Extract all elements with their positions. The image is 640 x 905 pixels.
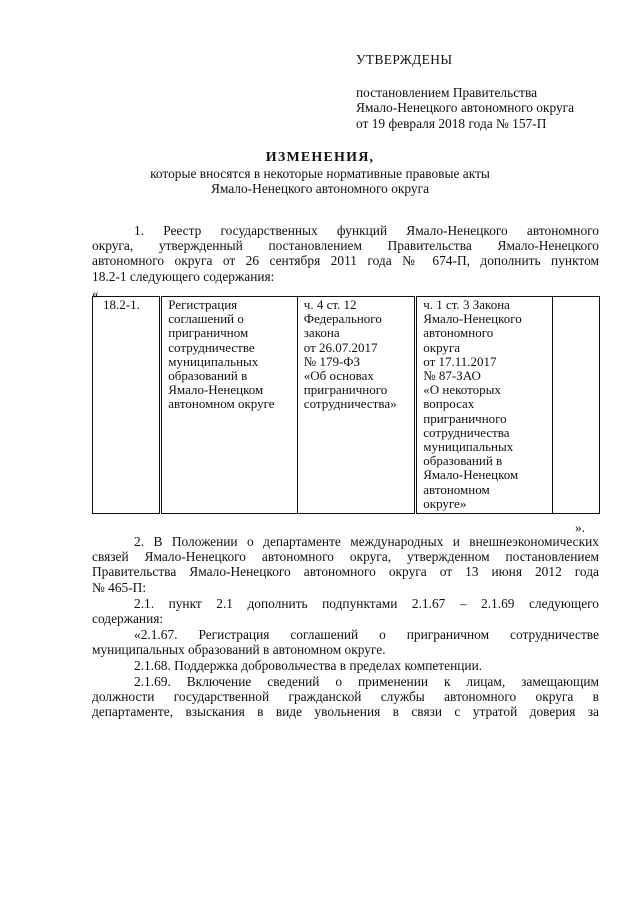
cell-line: Ямало-Ненецком [423,467,519,483]
cell-line: «О некоторых [423,382,501,398]
item-1-paragraph [92,223,599,284]
item-1-line: округа, утвержденный постановлением Правительства Ямало-Ненецкого [92,238,599,254]
table-cell-federal-law [297,297,415,514]
item-2-1-paragraph [92,596,599,626]
table-cell-function [161,297,298,514]
approval-line: постановлением Правительства [356,85,538,101]
item-2-line: 2. В Положении о департаменте международных и внешнеэкономических [134,534,599,549]
approval-line: от 19 февраля 2018 года № 157-П [356,115,547,131]
cell-line: сотрудничества [423,424,510,440]
cell-line: Регистрация [168,297,238,312]
cell-line: автономном [423,481,490,497]
item-2-1-67-paragraph [92,627,599,657]
item-2-1-line: содержания: [92,611,164,627]
cell-line: от 26.07.2017 [303,339,378,355]
table-cell-empty [552,297,599,514]
cell-line: вопросах [423,396,475,412]
item-1-line: 18.2-1 следующего содержания: [92,268,275,284]
cell-line: приграничного [303,382,388,398]
cell-line: образований в [423,453,503,469]
cell-line: № 87-ЗАО [423,368,481,384]
cell-line: округа [423,339,460,355]
item-2-paragraph [92,534,599,595]
item-2-line: Правительства Ямало-Ненецкого автономного округа от 13 июня 2012 года [92,564,599,580]
cell-line: закона [303,325,340,341]
table-cell-regional-law [416,297,553,514]
item-1-line: автономного округа от 26 сентября 2011 года № 674-П, дополнить пунктом [92,253,599,269]
heading-subtitle-line: которые вносятся в некоторые нормативные правовые акты [150,166,490,182]
cell-line: от 17.11.2017 [423,353,497,369]
item-2-1-67-line: «2.1.67. Регистрация соглашений о приграничном сотрудничестве [134,627,599,642]
approval-line: Ямало-Ненецкого автономного округа [356,100,575,116]
cell-line: Ямало-Ненецком [168,382,264,398]
item-2-1-67-line: муниципальных образований в автономном округе. [92,642,386,658]
item-2-1-line: 2.1. пункт 2.1 дополнить подпунктами 2.1.67 – 2.1.69 следующего [134,596,599,611]
table-cell-number [93,297,161,514]
cell-line: муниципальных [168,353,259,369]
cell-line: сотрудничестве [168,339,255,355]
item-2-1-69-paragraph [92,674,599,720]
approval-block [356,52,626,131]
document-heading [80,150,560,197]
quote-close: ». [575,520,586,535]
item-2-line: связей Ямало-Ненецкого автономного округа, утвержденном постановлением [92,549,599,565]
table-row [93,297,600,514]
cell-line: Федерального [303,311,382,327]
cell-line: № 179-ФЗ [303,353,361,369]
quote-open: « [92,286,99,301]
item-2-1-69-line: департаменте, взыскания в виде увольнения в связи с утратой доверия за [92,704,599,720]
cell-line: приграничном [168,325,249,341]
cell-line: муниципальных [423,439,514,455]
approval-title: УТВЕРЖДЕНЫ [356,52,453,67]
cell-line: автономном округе [168,396,275,412]
item-2-1-69-line: 2.1.69. Включение сведений о применении к лицам, замещающим [134,674,599,689]
item-2-1-69-line: должности государственной гражданской службы автономного округа в [92,689,599,705]
cell-line: Ямало-Ненецкого [423,311,522,327]
item-2-1-68-paragraph [92,658,599,673]
cell-line: ч. 1 ст. 3 Закона [423,297,510,312]
row-number: 18.2-1. [103,297,140,312]
cell-line: округе» [423,495,467,511]
item-2-line: № 465-П: [92,579,147,595]
heading-title: ИЗМЕНЕНИЯ, [265,150,375,165]
cell-line: «Об основах [303,368,374,384]
item-2-1-68-line: 2.1.68. Поддержка добровольчества в пределах компетенции. [134,658,483,673]
cell-line: образований в [168,368,248,384]
registry-table [92,296,600,514]
item-1-line: 1. Реестр государственных функций Ямало-Ненецкого автономного [134,223,599,238]
cell-line: приграничного [423,410,507,426]
cell-line: ч. 4 ст. 12 [303,297,357,312]
cell-line: соглашений о [168,311,244,327]
cell-line: сотрудничества» [303,396,397,412]
heading-subtitle-line: Ямало-Ненецкого автономного округа [210,181,430,197]
cell-line: автономного [423,325,494,341]
